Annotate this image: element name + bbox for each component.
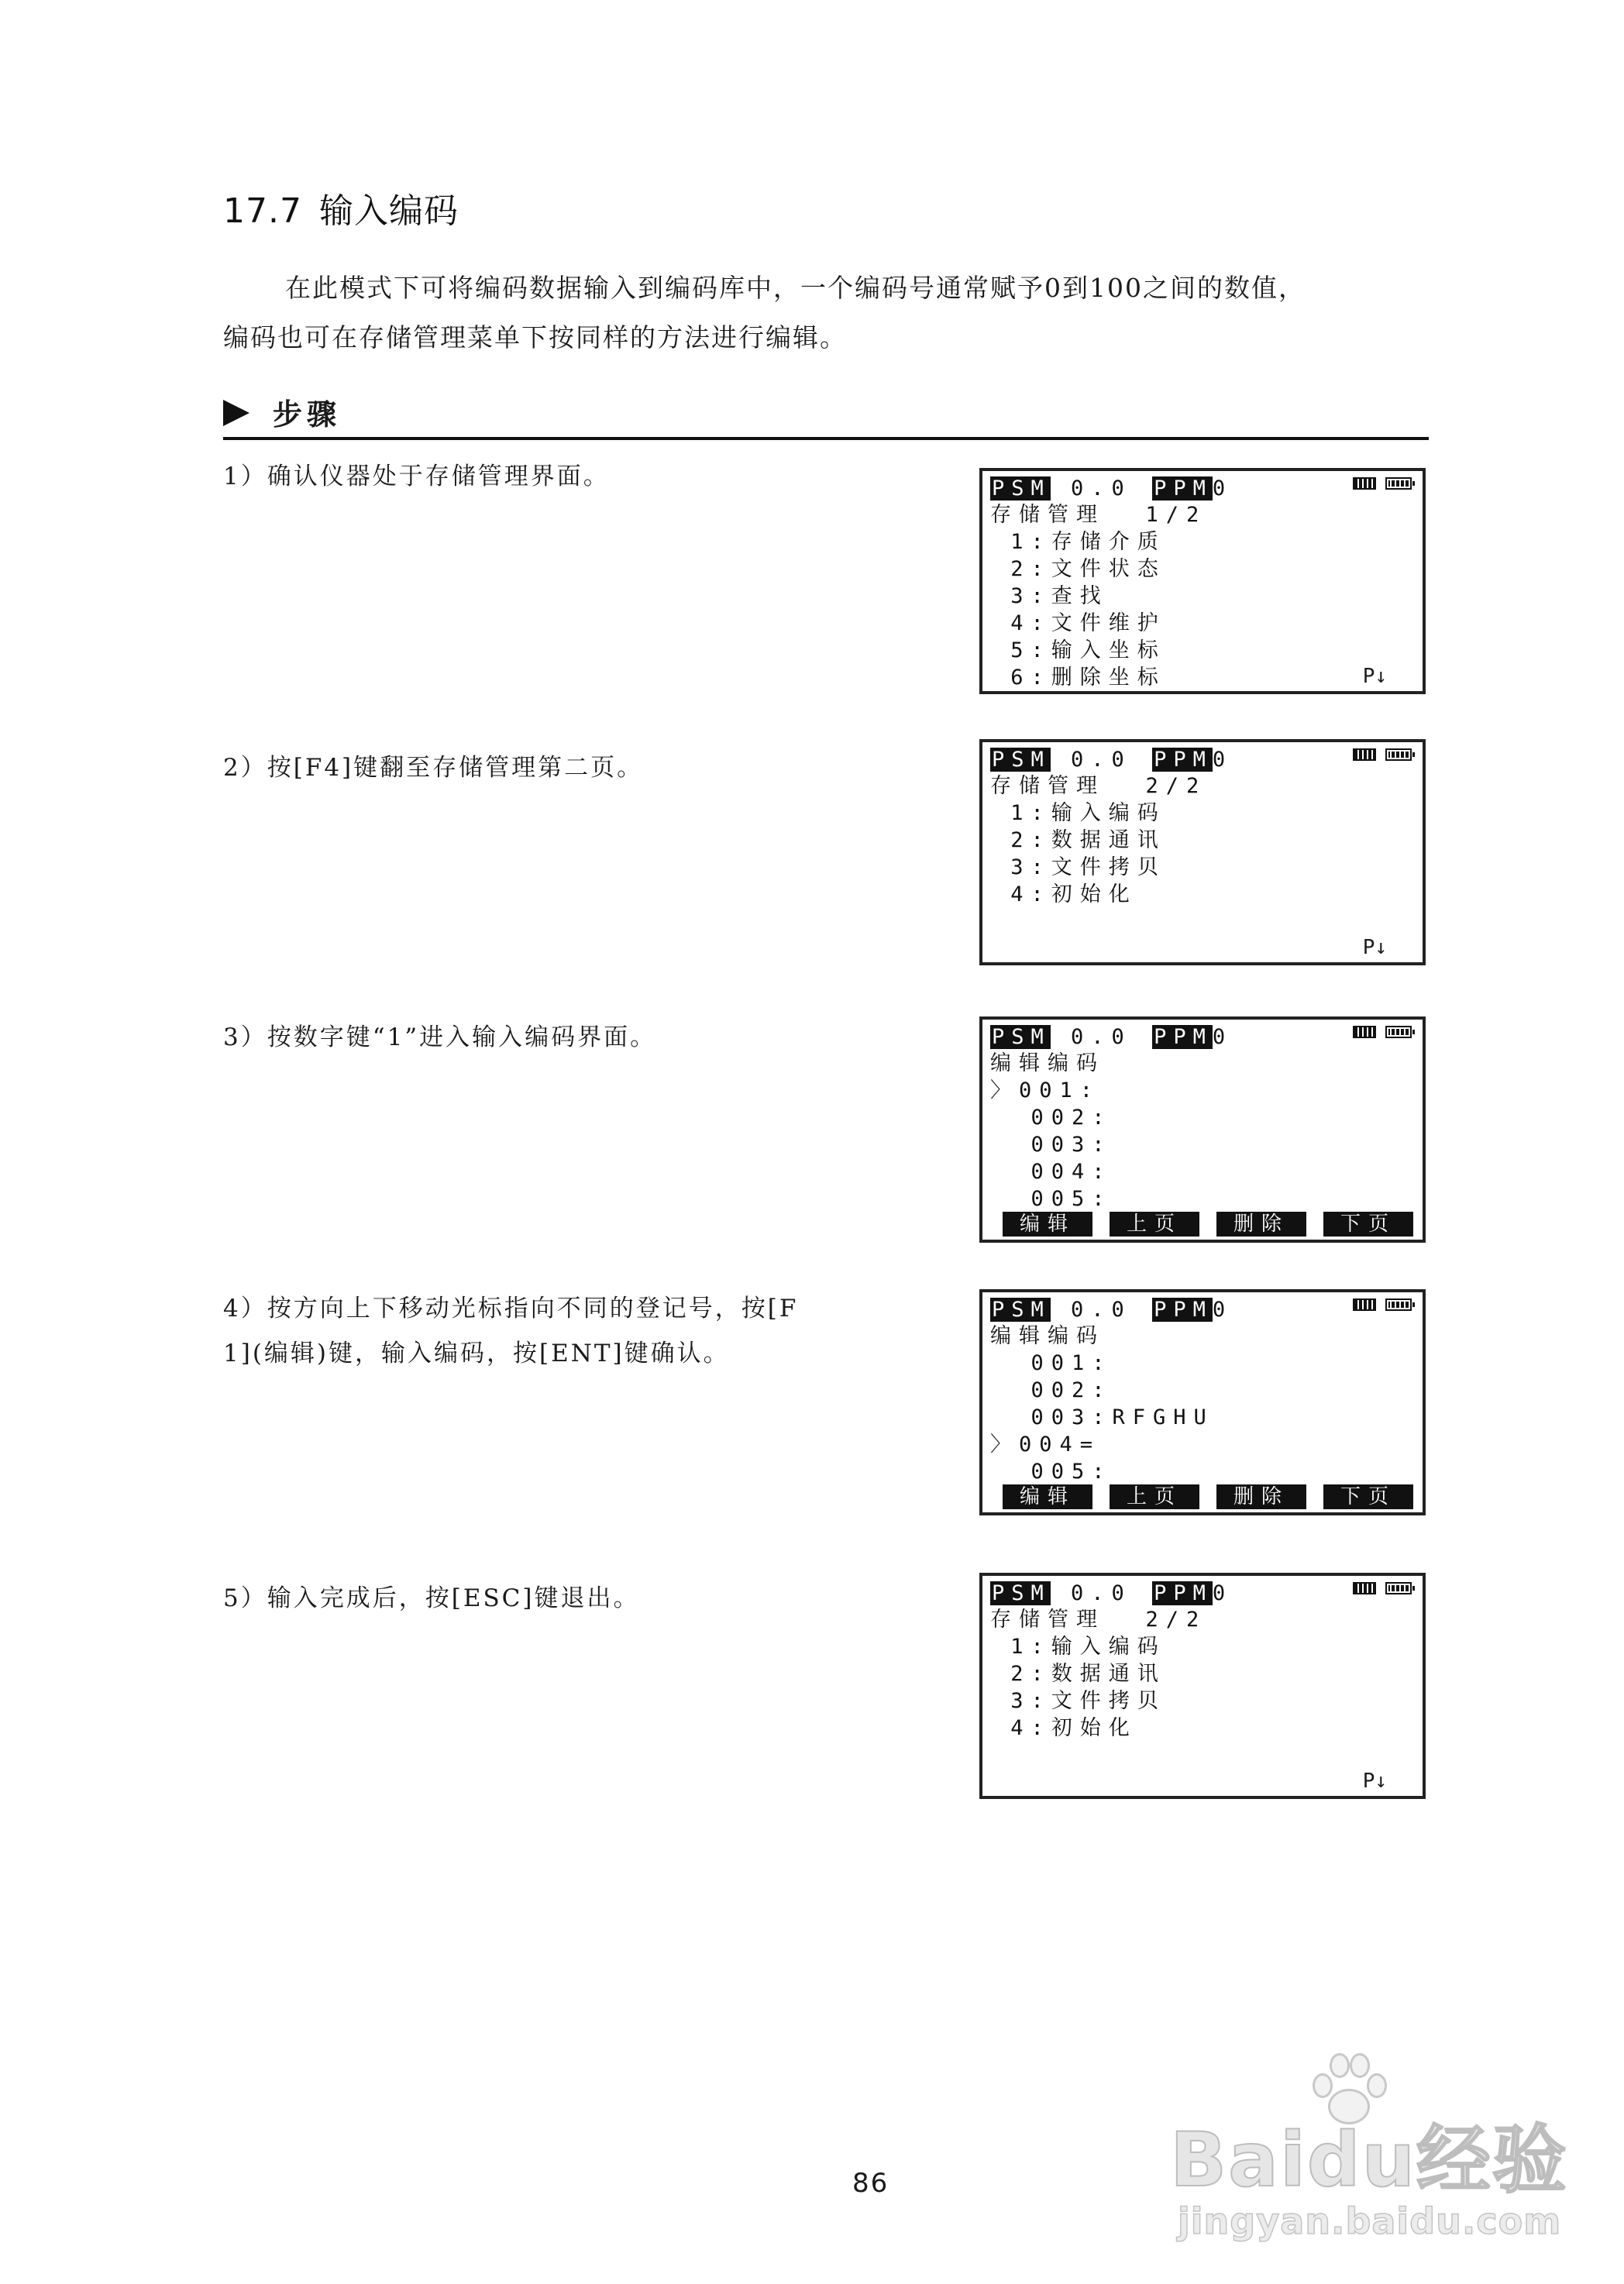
instrument-screen-2 <box>979 739 1426 965</box>
page-number: 86 <box>852 2168 889 2199</box>
menu-item: 4:初始化 <box>990 882 1137 906</box>
battery-icon <box>1385 1582 1412 1594</box>
menu-item: 3:查找 <box>990 584 1109 608</box>
menu-item: 1:存储介质 <box>990 530 1166 554</box>
menu-item: 2:文件状态 <box>990 557 1166 581</box>
screen-line: 编辑编码 <box>990 1051 1105 1075</box>
screen-line: 存储管理 2/2 <box>990 774 1207 798</box>
softkey-bar <box>1003 1484 1413 1509</box>
ppm-label: PPM <box>1154 476 1213 500</box>
page-down-indicator: P↓ <box>1362 936 1387 959</box>
intro-line-2: 编码也可在存储管理菜单下按同样的方法进行编辑。 <box>223 322 847 353</box>
code-row: 002: <box>990 1378 1113 1402</box>
intro-paragraph <box>223 263 1432 363</box>
ppm-value: 0 <box>1212 1025 1233 1049</box>
status-bar <box>990 476 1233 502</box>
watermark-url: jingyan.baidu.com <box>1178 2200 1562 2242</box>
screen-line: 存储管理 2/2 <box>990 1608 1207 1632</box>
ppm-value: 0 <box>1212 476 1233 500</box>
softkey-page-up: 上页 <box>1110 1484 1199 1509</box>
softkey-page-down: 下页 <box>1323 1484 1413 1509</box>
status-bar <box>990 1024 1233 1051</box>
psm-value: 0.0 <box>1071 1581 1132 1605</box>
menu-item: 4:初始化 <box>990 1716 1137 1740</box>
battery-icon <box>1385 1299 1412 1311</box>
triangle-bullet-icon <box>223 400 249 426</box>
psm-value: 0.0 <box>1071 476 1132 500</box>
code-row: 005: <box>990 1187 1113 1211</box>
menu-item: 3:文件拷贝 <box>990 855 1166 879</box>
ppm-label: PPM <box>1154 1025 1213 1049</box>
instrument-screen-1 <box>979 468 1426 694</box>
psm-label: PSM <box>992 1025 1051 1049</box>
menu-item: 1:输入编码 <box>990 801 1166 825</box>
signal-icon <box>1353 748 1376 761</box>
code-row: 001: <box>990 1351 1113 1375</box>
ppm-value: 0 <box>1212 1298 1233 1322</box>
code-row: 〉004= <box>990 1433 1101 1457</box>
menu-item: 6:删除坐标 <box>990 666 1166 690</box>
status-bar <box>990 1581 1233 1607</box>
steps-heading <box>223 389 1429 440</box>
ppm-label: PPM <box>1154 1298 1213 1322</box>
ppm-value: 0 <box>1212 1581 1233 1605</box>
instrument-screen-3 <box>979 1016 1426 1243</box>
softkey-page-up: 上页 <box>1110 1212 1199 1237</box>
battery-icon <box>1385 1026 1412 1038</box>
screen-line: 编辑编码 <box>990 1324 1105 1348</box>
psm-value: 0.0 <box>1071 1298 1132 1322</box>
menu-item: 4:文件维护 <box>990 611 1166 635</box>
step-3-text: 3）按数字键“1”进入输入编码界面。 <box>223 1023 657 1051</box>
step-4-line-2: 1](编辑)键，输入编码，按[ENT]键确认。 <box>223 1340 730 1367</box>
ppm-label: PPM <box>1154 1581 1213 1605</box>
section-title-text: 输入编码 <box>318 191 459 231</box>
menu-item: 2:数据通讯 <box>990 1662 1166 1686</box>
softkey-delete: 删除 <box>1216 1212 1306 1237</box>
softkey-bar <box>1003 1212 1413 1237</box>
ppm-label: PPM <box>1154 748 1213 772</box>
menu-item: 1:输入编码 <box>990 1635 1166 1659</box>
code-row: 〉001: <box>990 1078 1101 1102</box>
page-down-indicator: P↓ <box>1362 665 1387 688</box>
status-bar <box>990 1297 1233 1323</box>
watermark-brand: Baidu经验 <box>1170 2117 1568 2203</box>
psm-label: PSM <box>992 1581 1051 1605</box>
intro-line-1: 在此模式下可将编码数据输入到编码库中，一个编码号通常赋予0到100之间的数值， <box>285 273 1306 303</box>
code-row: 005: <box>990 1460 1113 1484</box>
section-number: 17.7 <box>223 191 302 231</box>
step-5-text: 5）输入完成后，按[ESC]键退出。 <box>223 1584 640 1612</box>
menu-item: 2:数据通讯 <box>990 828 1166 852</box>
battery-icon <box>1385 748 1412 761</box>
signal-icon <box>1353 1026 1376 1038</box>
baidu-jingyan-watermark <box>1162 2045 1581 2255</box>
psm-label: PSM <box>992 748 1051 772</box>
psm-value: 0.0 <box>1071 1025 1132 1049</box>
step-2-text: 2）按[F4]键翻至存储管理第二页。 <box>223 754 644 782</box>
step-1-text: 1）确认仪器处于存储管理界面。 <box>223 463 610 490</box>
softkey-delete: 删除 <box>1216 1484 1306 1509</box>
ppm-value: 0 <box>1212 748 1233 772</box>
softkey-edit: 编辑 <box>1003 1484 1092 1509</box>
psm-value: 0.0 <box>1071 748 1132 772</box>
menu-item: 5:输入坐标 <box>990 638 1166 662</box>
section-title <box>223 183 459 232</box>
signal-icon <box>1353 477 1376 490</box>
screen-line: 存储管理 1/2 <box>990 503 1207 527</box>
steps-heading-label: 步骤 <box>273 397 342 432</box>
psm-label: PSM <box>992 476 1051 500</box>
instrument-screen-5 <box>979 1573 1426 1799</box>
softkey-page-down: 下页 <box>1323 1212 1413 1237</box>
signal-icon <box>1353 1299 1376 1311</box>
code-row: 004: <box>990 1160 1113 1184</box>
step-4-line-1: 4）按方向上下移动光标指向不同的登记号，按[F <box>223 1295 799 1323</box>
step-4-text <box>223 1286 905 1376</box>
softkey-edit: 编辑 <box>1003 1212 1092 1237</box>
psm-label: PSM <box>992 1298 1051 1322</box>
code-row: 002: <box>990 1106 1113 1130</box>
page-down-indicator: P↓ <box>1362 1770 1387 1793</box>
signal-icon <box>1353 1582 1376 1594</box>
menu-item: 3:文件拷贝 <box>990 1689 1166 1713</box>
code-row: 003: <box>990 1133 1113 1157</box>
battery-icon <box>1385 477 1412 490</box>
instrument-screen-4 <box>979 1289 1426 1515</box>
code-row: 003:RFGHU <box>990 1405 1214 1429</box>
status-bar <box>990 747 1233 773</box>
